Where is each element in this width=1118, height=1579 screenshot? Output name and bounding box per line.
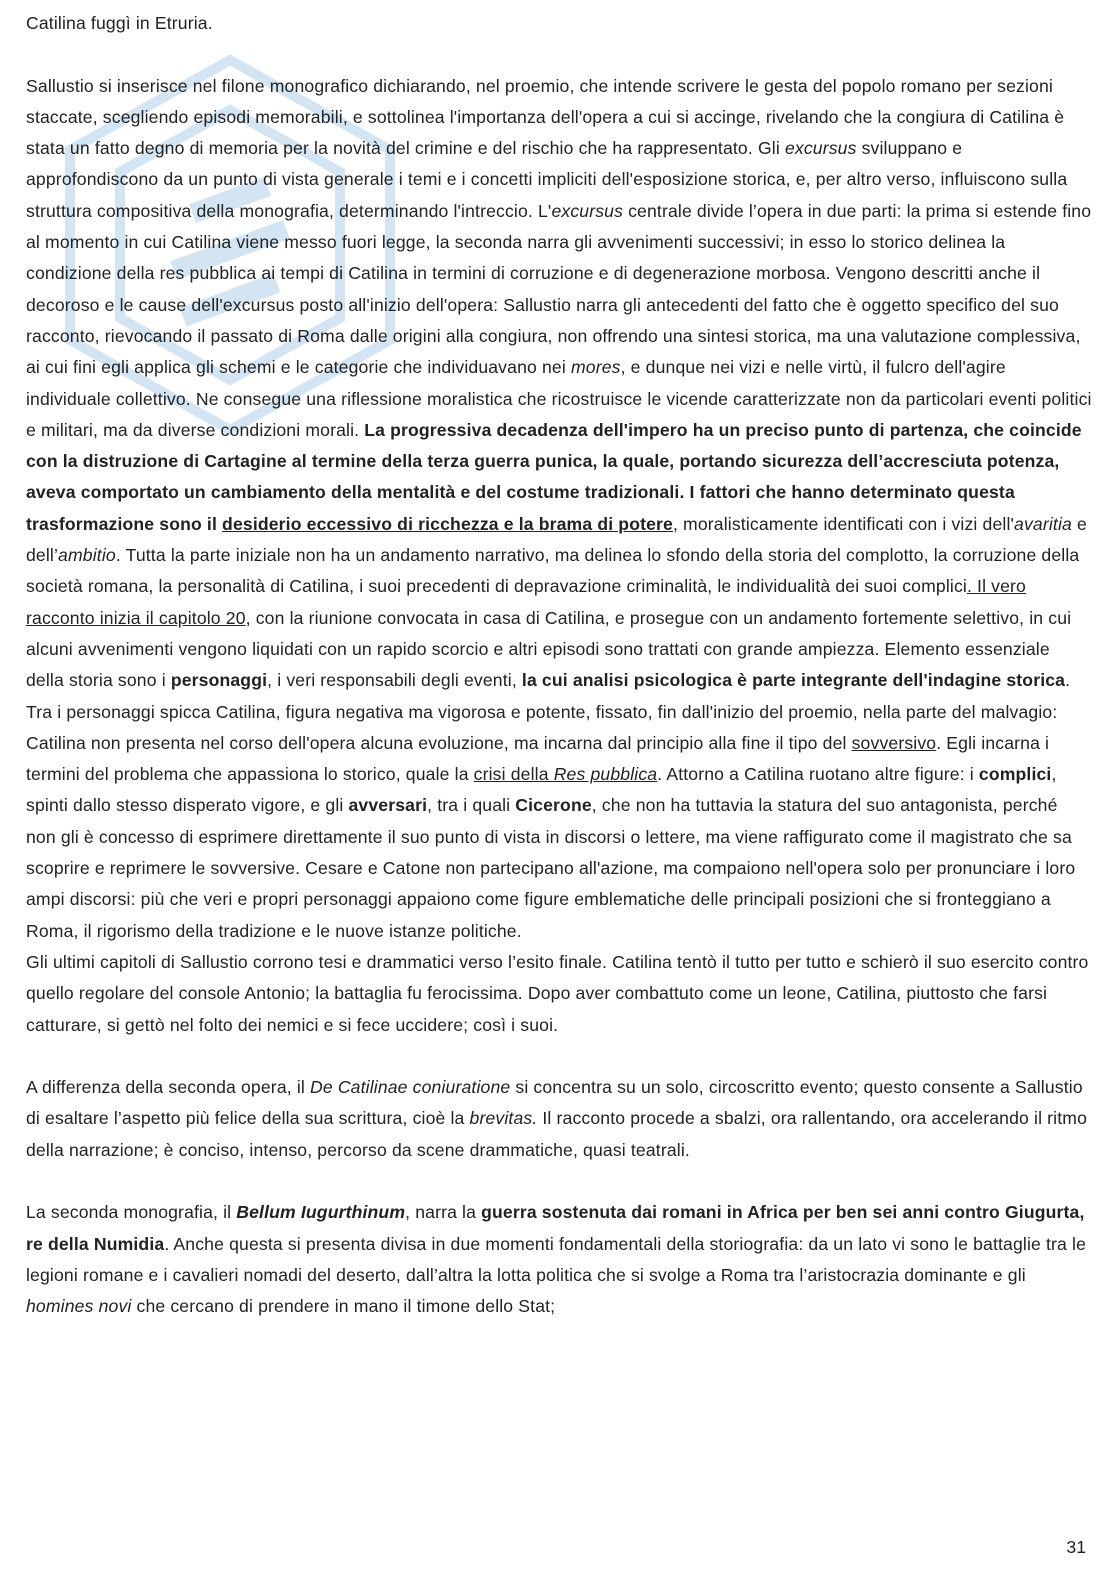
bold-run: personaggi [170,670,268,691]
text-run: . Tra i personaggi spicca Catilina, figura negativa ma vigorosa e potente, fissato, fin dall'inizio del proemio, nella parte del malvagio: Catilina non presenta nel corso dell'opera alcuna evoluzione, ma incarna dal principio alla fine il tipo del [26,670,1071,753]
bold-run: guerra sostenuta dai romani in Africa per ben sei anni contro Giugurta, re della Numidia [26,1202,1085,1254]
text-run: , e dunque nei vizi e nelle virtù, il fulcro dell'agire individuale collettivo. Ne consegue una riflessione moralistica che ricostruisce le vicende caratterizzate non da particolari eventi politici e militari, ma da diverse condizioni morali. [26,357,1092,440]
text-run: , che non ha tuttavia la statura del suo antagonista, perché non gli è concesso di esprimere direttamente il suo punto di vista in discorsi o lettere, ma viene raffigurato come il magistrato che sa scoprire e reprimere le sovversive. Cesare e Catone non partecipano all'azione, ma compaiono nell'opera solo per pronunciare i loro ampi discorsi: più che veri e propri personaggi appaiono come figure emblematiche delle principali posizioni che si fronteggiano a Roma, il rigorismo della tradizione e le nuove istanze politiche. [26,795,1076,941]
italic-run: excursus [784,138,857,159]
italic-run: Bellum Iugurthinum [236,1202,406,1223]
text-run: e dell’ [26,513,1087,566]
bold-underline-run [222,514,673,534]
text-run: si concentra su un solo, circoscritto evento; questo consente a Sallustio di esaltare l’aspetto più felice della sua scrittura, cioè la [26,1077,1083,1129]
text-run: , narra la [405,1202,482,1223]
bold-italic-run [236,1202,405,1222]
italic-run: De Catilinae coniuratione [309,1077,511,1098]
bold-run: avversari [348,795,428,816]
text-run: sviluppano e approfondiscono da un punto di vista generale i temi e i concetti impliciti dell'esposizione storica, e, per altro verso, influiscono sulla struttura compositiva della monografia, determinando l'intreccio. L' [26,138,1068,221]
text-run: . Attorno a Catilina ruotano altre figure: i [657,764,979,785]
paragraph-intro: Catilina fuggì in Etruria. [26,13,213,33]
underline-run: . Il vero racconto inizia il capitolo 20 [26,576,1026,628]
text-run: La seconda monografia, il [26,1202,237,1223]
text-run: centrale divide l’opera in due parti: la prima si estende fino al momento in cui Catilina viene messo fuori legge, la seconda narra gli avvenimenti successivi; in esso lo storico delinea la condizione della res pubblica ai tempi di Catilina in termini di corruzione e di degenerazione morbosa. Vengono descritti anche il decoroso e le cause dell'excursus posto all'inizio dell'opera: Sallustio narra gli antecedenti del fatto che è oggetto specifico del suo racconto, rievocando il passato di Roma dalle origini alla congiura, non offrendo una sintesi storica, ma una valutazione complessiva, ai cui fini egli applica gli schemi e le categorie che individuavano nei [26,200,1092,378]
text-run: , spinti dallo stesso disperato vigore, e gli [26,764,1057,816]
underline-run: desiderio eccessivo di ricchezza e la brama di potere [222,513,673,534]
italic-run: avaritia [1014,513,1072,534]
bold-run: la cui analisi psicologica è parte integrante dell'indagine storica [521,670,1066,691]
bold-run: complici [978,764,1052,785]
italic-run: Res pubblica [553,764,658,785]
paragraph-1 [26,71,1092,947]
italic-run: brevitas. [469,1108,538,1129]
paragraph-4 [26,1197,1092,1322]
italic-run: ambitio [58,545,116,566]
paragraph-2: Gli ultimi capitoli di Sallustio corrono tesi e drammatici verso l’esito finale. Catilina tentò il tutto per tutto e schierò il suo esercito contro quello regolare del console Antonio; la battaglia fu ferocissima. Dopo aver combattuto come un leone, Catilina, piuttosto che farsi catturare, si gettò nel folto dei nemici e si fece uccidere; così i suoi. [26,951,1089,1035]
text-run: . Egli incarna i termini del problema che appassiona lo storico, quale la [26,732,1050,785]
paragraph-3 [26,1072,1092,1166]
bold-run: Cicerone [515,795,592,816]
document-body [26,8,1092,1322]
text-run: . Tutta la parte iniziale non ha un andamento narrativo, ma delinea lo sfondo della storia del complotto, la corruzione della società romana, la personalità di Catilina, i suoi precedenti di depravazione criminalità, le individualità dei suoi complici [26,545,1080,597]
text-run: crisi della [473,764,554,785]
underline-run: sovversivo [851,732,937,753]
text-run: . Anche questa si presenta divisa in due momenti fondamentali della storiografia: da un lato vi sono le battaglie tra le legioni romane e i cavalieri nomadi del deserto, dall’altra la lotta politica che si svolge a Roma tra l’aristocrazia dominante e gli [26,1233,1087,1285]
text-run: Il racconto procede a sbalzi, ora rallentando, ora accelerando il ritmo della narrazione; è conciso, intenso, percorso da scene drammatiche, quasi teatrali. [26,1108,1088,1160]
text-run: , tra i quali [427,795,516,816]
italic-run: excursus [551,200,624,221]
italic-run: homines novi [26,1296,132,1317]
text-run: Sallustio si inserisce nel filone monografico dichiarando, nel proemio, che intende scrivere le gesta del popolo romano per sezioni staccate, scegliendo episodi memorabili, e sottolinea l'importanza dell'opera a cui si accinge, rivelando che la congiura di Catilina è stata un fatto degno di memoria per la novità del crimine e del rischio che ha rappresentato. Gli [26,75,1065,159]
text-run: A differenza della seconda opera, il [26,1077,310,1098]
text-run: , i veri responsabili degli eventi, [267,670,522,691]
text-run: , moralisticamente identificati con i vizi dell' [672,513,1015,534]
text-run: che cercano di prendere in mano il timone dello Stat; [131,1296,556,1317]
italic-run: mores [570,357,621,378]
bold-run: La progressiva decadenza dell'impero ha un preciso punto di partenza, che coincide con la distruzione di Cartagine al termine della terza guerra punica, la quale, portando sicurezza dell’accresciuta potenza, aveva comportato un cambiamento della mentalità e del costume tradizionali. I fattori che hanno determinato questa trasformazione sono il [26,419,1082,534]
underline-run [474,764,658,784]
text-run: , con la riunione convocata in casa di Catilina, e prosegue con un andamento fortemente selettivo, in cui alcuni avvenimenti vengono liquidati con un rapido scorcio e altri episodi sono trattati con grande ampiezza. Elemento essenziale della storia sono i [26,607,1072,691]
page-number: 31 [1066,1537,1086,1557]
